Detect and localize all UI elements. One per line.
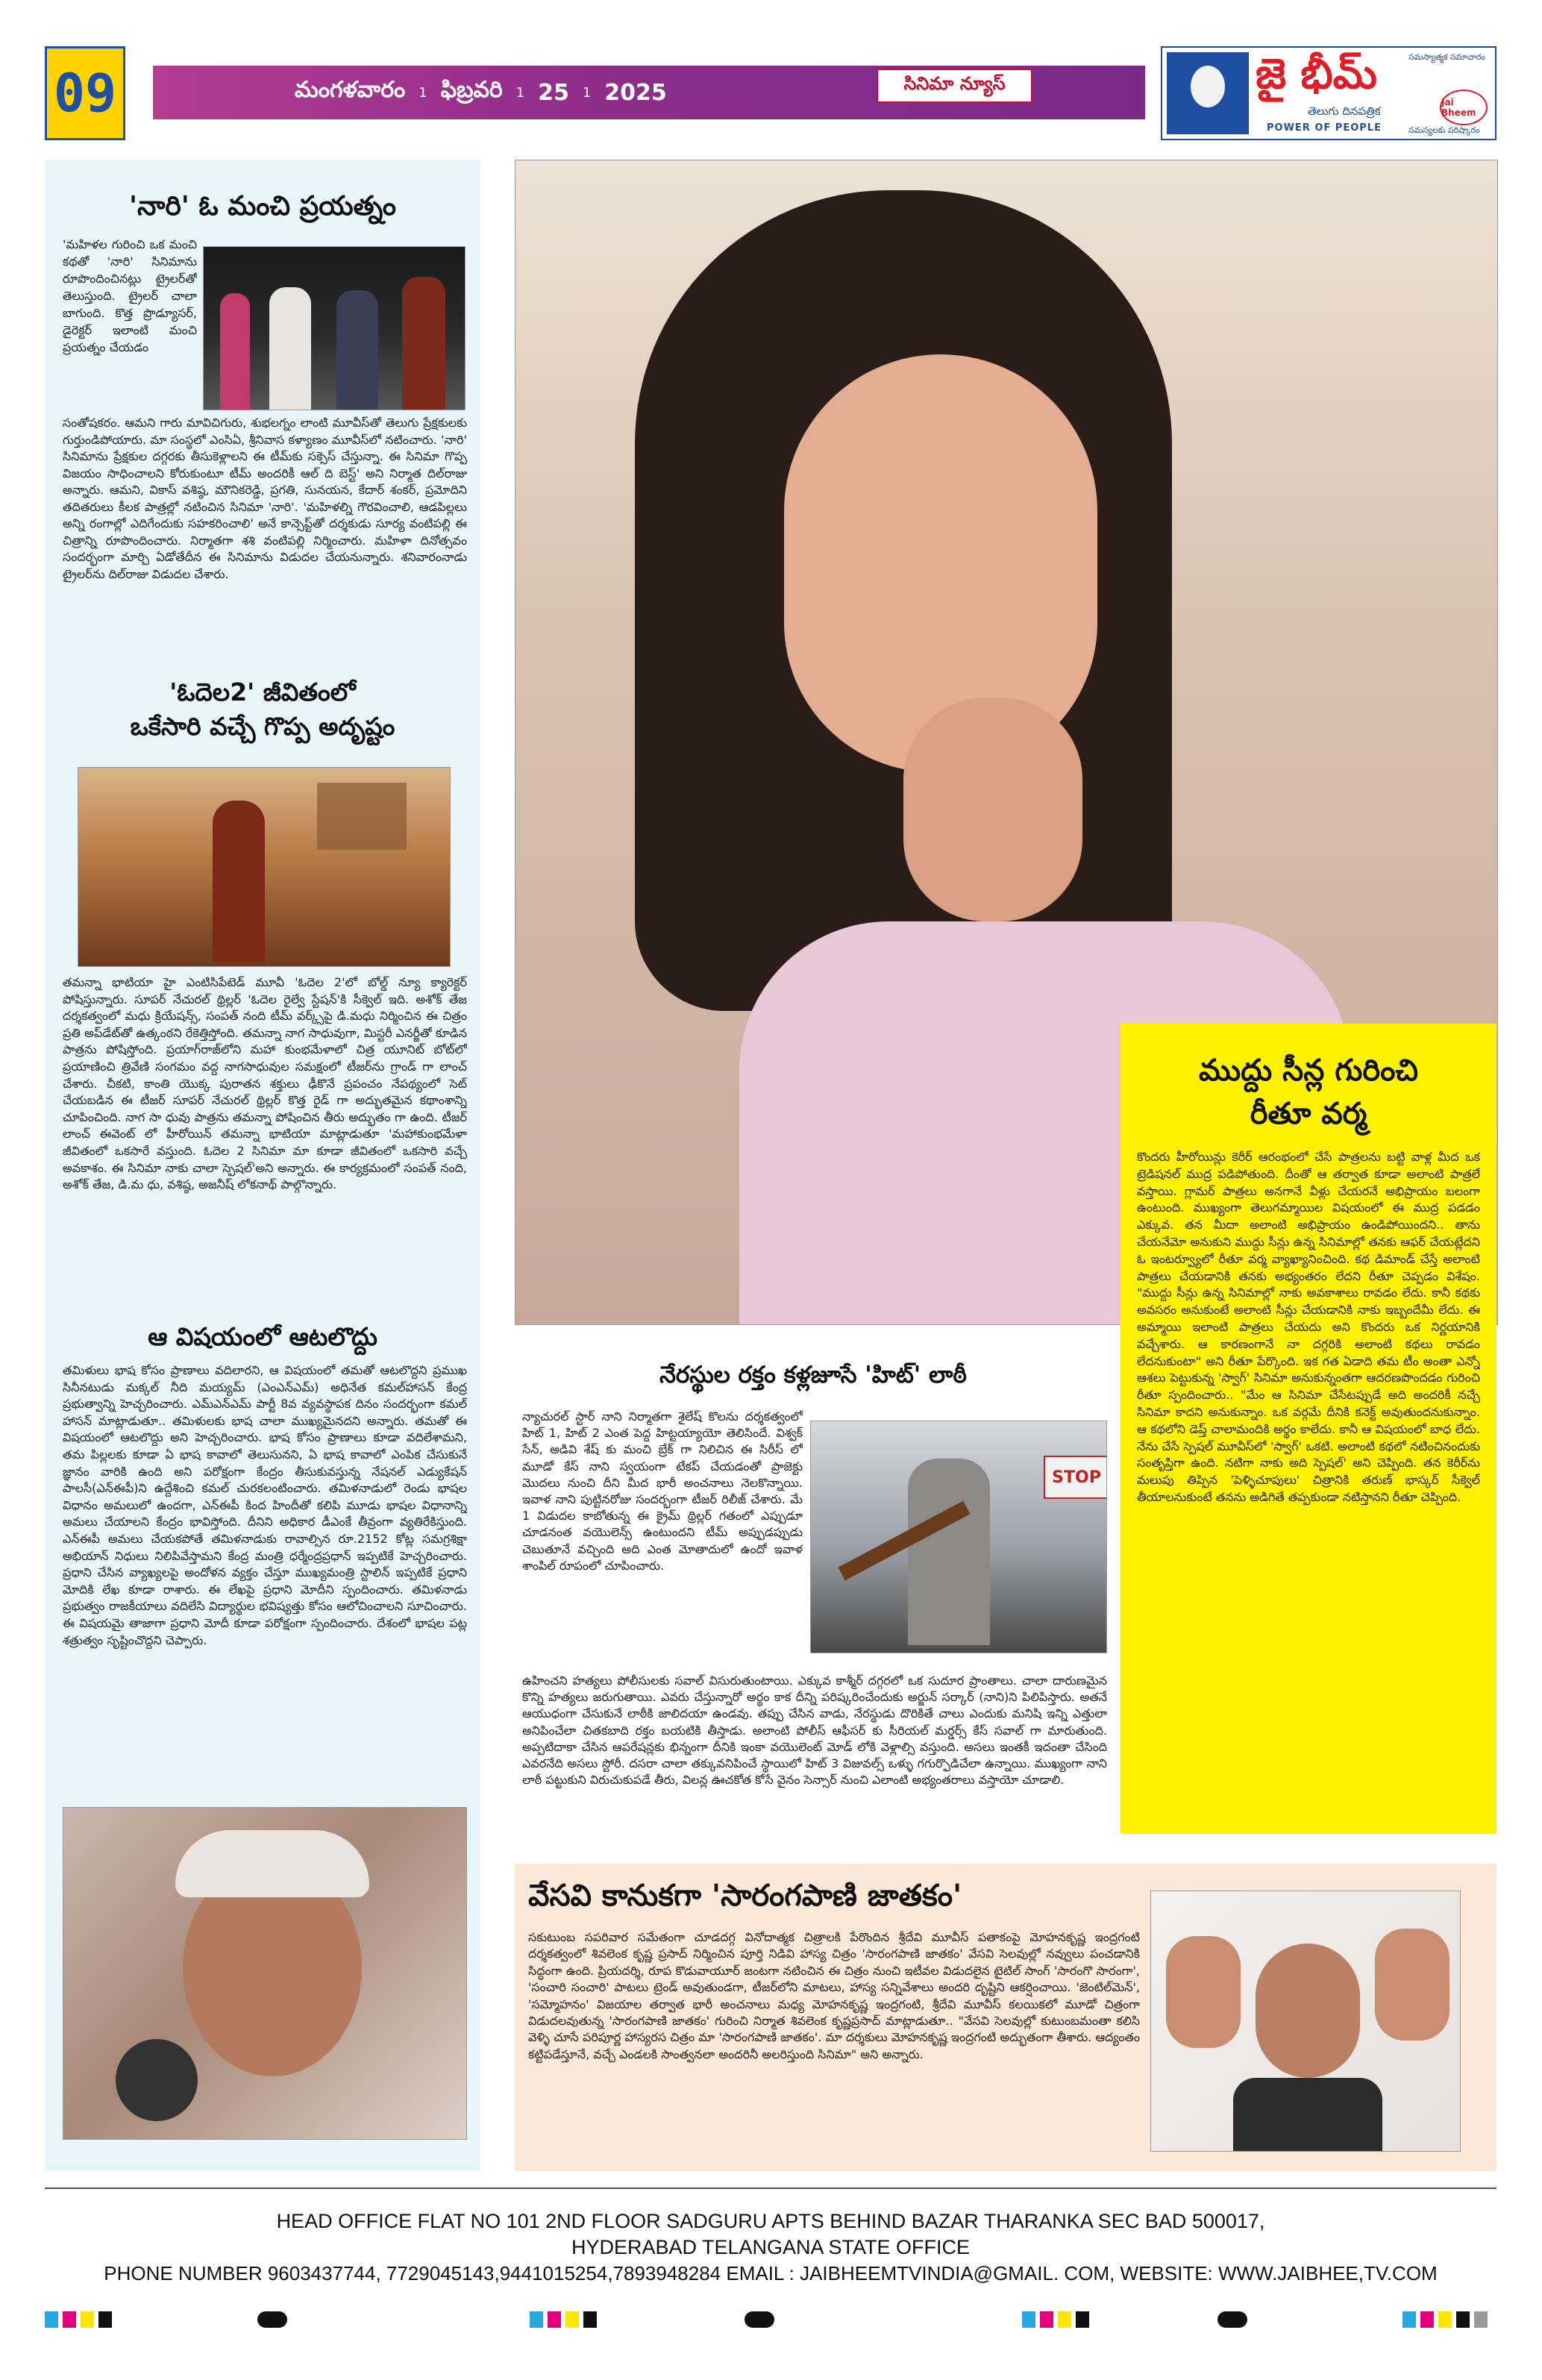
nari-intro: 'మహిళల గురించి ఒక మంచి కథతో 'నారి' సినిమాను రూపొందించినట్లు ట్రైలర్‌తో తెలుస్తుంది. ట్రైలర్ చాలా బాగుంది. కొత్త ప్రొడ్యూసర్, డైరెక్టర్ ఇలాంటి మంచి ప్రయత్నం చేయడం [63, 237, 197, 354]
registration-mark-pill [1217, 2311, 1247, 2328]
odela-title-line2: ఒకేసారి వచ్చే గొప్ప అదృష్టం [130, 712, 395, 741]
face-shape [1256, 1944, 1360, 2078]
logo-subtitle: తెలుగు దినపత్రిక [1308, 104, 1381, 118]
ritu-body: కొందరు హీరోయిన్లు కెరీర్ ఆరంభంలో చేసే పాత్రలను బట్టి వాళ్ల మీద ఒక ట్రెడిషనల్ ముద్ర పడిపోతుంది. దీంతో ఆ తర్వాత కూడా అలాంటి పాత్రలే వస్తాయి. గ్లామర్ పాత్రలు అనగానే వీళ్లు చేయరనే అభిప్రాయం బలంగా ఉంటుంది. ముఖ్యంగా తెలుగమ్మాయిల విషయంలో ఈ ముద్ర పడడం ఎక్కువ. తన మీదా అలాంటి అభిప్రాయం ఉండిపోయిందని.. తాను చేయనేమో అనుకుని ముద్దు సీన్లు ఉన్న సినిమాల్లో తనకు ఆఫర్ చేయట్లేదని ఓ ఇంటర్వ్యూలో రీతూ వర్మ వ్యాఖ్యానించింది. కథ డిమాండ్ చేస్తే అలాంటి పాత్రలు చేయడానికి తనకు అభ్యంతరం లేదని రీతూ చెప్పడం విశేషం. "ముద్దు సీన్లు ఉన్న సినిమాల్లో నాకు అవకాశాలు రావడం లేదు. కానీ కథకు అవసరం అనుకుంటే అలాంటి సీన్లు చేయడానికి నాకు ఇబ్బందేమీ లేదు. ఈ అమ్మాయి ఇలాంటి పాత్రలు చేయదు అని కొందరు ఒక నిర్ణయానికి వచ్చేశారు. ఆ కారణంగానే నా దగ్గరికి అలాంటి కథలు రావడం లేదనుకుంటా" అని రీతూ పేర్కొంది. ఇక గత ఏడాది తమ టీం అంతా ఎన్నో ఆశలు పెట్టుకున్న 'స్వాగ్' సినిమా అనుకున్నంతగా ఆదరణపొందడం గురించి రీతూ స్పందించారు.. "మేం ఆ సినిమా చేసేటప్పుడే అది అందరికీ నచ్చే సినిమా కాదని అనుకున్నాం. ఒక వర్గమే దీనికి కనెక్ట్ అవుతుందనుకున్నాం. ఆ కథలోని డెప్త్ చాలామందికి అర్థం కాలేదు. కానీ ఆ విషయంలో బాధ లేదు. నేను చేసే స్పెషల్ మూవీస్‌లో 'స్వాగ్' ఒకటి. అలాంటి కథలో నటించినందుకు సంతృప్తిగా ఉంది. నటిగా నాకు అది స్పెషల్' అని చెప్పింది. తన కెరీర్‌ను మలుపు తిప్పిన 'పెళ్ళిచూపులు' చిత్రానికి తరుణ్ భాస్కర్ సీక్వెల్ తీయాలనుకుంటే తనను అడిగితే తప్పకుండా నటిస్తానని రీతూ చెప్పింది. [1137, 1150, 1480, 1504]
hand-shape [1166, 1936, 1241, 2048]
face-shape [784, 354, 1097, 772]
person-figure [336, 290, 378, 410]
logo-tagline-bottom: సమస్యలకు పరిష్కారం [1408, 125, 1480, 135]
registration-marks [45, 2311, 164, 2328]
shirt-shape [1233, 2078, 1382, 2151]
sarangapani-body: సకుటుంబ సపరివార సమేతంగా చూడదగ్గ వినోదాత్మక చిత్రాలకి పేరొందిన శ్రీదేవి మూవీస్ పతాకంపై మోహనకృష్ణ ఇంద్రగంటి దర్శకత్వంలో శివలెంక కృష్ణ ప్రసాద్ నిర్మించిన పూర్తి నిడివి హాస్య చిత్రం 'సారంగపాణి జాతకం' వేసవి సెలవుల్లో నవ్వులు పంచడానికి సిద్ధంగా ఉంది. ప్రియదర్శి, రూప కొడువాయూర్ జంటగా నటించిన ఈ చిత్రం నుంచి ఇటీవల విడుదలైన టైటిల్ సాంగ్ 'సారంగొ సారంగా', 'సంచారి సంచారి' పాటలు ట్రెండ్ అవుతుండగా, టీజర్‌లోని మాటలు, హాస్య సన్నివేశాలు అందరి దృష్టిని ఆకర్షించాయి. 'జెంటిల్‌మెన్', 'సమ్మోహనం' విజయాల తర్వాత భారీ అంచనాలు మధ్య మోహనకృష్ణ ఇంద్రగంటి, శ్రీదేవి మూవీస్ కలయికలో మూడో చిత్రంగా విడుదలవుతున్న 'సారంగపాణి జాతకం' గురించి నిర్మాత శివలెంక కృష్ణప్రసాద్ మాట్లాడుతూ.. "వేసవి సెలవుల్లో కుటుంబమంతా కలిసి వెళ్ళి చూసే పరిపూర్ణ హాస్యరస చిత్రం మా 'సారంగపాణి జాతకం'. మా దర్శకులు మోహనకృష్ణ ఇంద్రగంటి అద్భుతంగా తీశారు. ఆద్యంతం కట్టిపడేస్తూనే, వచ్చే ఎండలకి సాంత్వనలా అందరినీ అలరిస్తుంది సినిమా" అని అన్నారు. [528, 1930, 1140, 2061]
person-figure [220, 293, 250, 410]
sarangapani-title: వేసవి కానుకగా 'సారంగపాణి జాతకం' [528, 1879, 962, 1913]
footer-address-line2: HYDERABAD TELANGANA STATE OFFICE [571, 2236, 971, 2258]
kamal-haasan-photo [63, 1807, 467, 2140]
registration-mark-pill [745, 2311, 774, 2328]
hand-shape [903, 698, 1082, 921]
header-year: 2025 [604, 79, 667, 106]
date-separator: 1 [515, 84, 525, 101]
person-figure [908, 1459, 990, 1645]
stop-sign: STOP [1044, 1456, 1107, 1499]
language-title: ఆ విషయంలో ఆటలొద్దు [148, 1322, 377, 1351]
logo-brand: జై భీమ్ [1256, 50, 1377, 98]
microphone-shape [116, 2039, 198, 2121]
portrait-logo-image [1167, 52, 1249, 134]
temple-shape [317, 783, 407, 850]
hit-intro: న్యాచురల్ స్టార్ నాని నిర్మాతగా శైలేష్ కొలను దర్శకత్వంలో హిట్ 1, హిట్ 2 ఎంత పెద్ద హిట్టయ్యాయో తెలిసిందే. విశ్వక్ సేన్, అడివి శేష్ కు మంచి బ్రేక్ గా నిలిచిన ఈ సిరీస్ లో మూడో కేస్ నాని స్వయంగా టేకప్ చేయడంతో ప్రాజెక్టు మొదలు నుంచి దీని మీద భారీ అంచనాలు నెలకొన్నాయి. ఇవాళ నాని పుట్టినరోజు సందర్భంగా టీజర్ రిలీజ్ చేశారు. మే 1 విడుదల కాబోతున్న ఈ క్రైమ్ థ్రిల్లర్ గతంలో ఎప్పుడూ చూడనంత వయొలెన్స్ ఉంటుందని టీమ్ అప్పుడప్పుడు చెబుతూనే వచ్చింది అది ఎంత మోతాదులో ఉందో ఇవాళ శాంపిల్ రూపంలో చూపించారు. [522, 1409, 803, 1573]
registration-mark-pill [257, 2311, 287, 2328]
section-tag: సినిమా న్యూస్ [877, 69, 1032, 103]
hair-shape [175, 1830, 369, 1897]
hit-body: ఉహించని హత్యలు పోలీసులకు సవాల్ విసురుతుంటాయి. ఎక్కువ కాశ్మీర్ దగ్గరలో ఒక సుదూర ప్రాంతాలు. చాలా దారుణమైన కొన్ని హత్యలు జరుగుతాయి. ఎవరు చేస్తున్నారో అర్థం కాక దీన్ని పరిష్కరించేందుకు అర్జున్ సర్కార్ (నాని)ని పిలిపిస్తారు. అతనే ఆయుధంగా చేసుకునే లాఠీకి జాలిదయా ఉండవు. తప్పు చేసిన వాడు, నేరస్థుడు దొరికితే చాలు ఎందుకు మనిషి ఇన్ని ఎత్తులా అనిపించేలా చితకబాది రక్తం బయటికి తీస్తాడు. అలాంటి పోలీస్ ఆఫీసర్ కు సీరియల్ మర్డర్స్ కేస్ సవాల్ గా మారుతుంది. అప్పటిదాకా చేసిన ఆపరేషన్లకు భిన్నంగా దీనికి ఇంకా వయొలెంట్ మోడ్ లోకి వెళ్లాల్సి వస్తుంది. అసలు ఇంతకీ ఇదంతా చేసింది ఎవరనేది అసలు స్టోరీ. దసరా చాలా తక్కువనిపించే స్థాయిలో హిట్ 3 విజువల్స్ ఒళ్ళు గగుర్పొడిచేలా ఉన్నాయి. ముఖ్యంగా నాని లాఠీ పట్టుకుని విరుచుకుపడే తీరు, విలన్ల ఊచకోత కోసే వైనం సెన్సార్ నుంచి ఎలాంటి అభ్యంతరాలు వస్తాయో చూడాలి. [522, 1673, 1107, 1788]
odela-poster-photo [78, 767, 451, 967]
ritu-title-line1: ముద్దు సీన్ల గురించి [1198, 1053, 1419, 1088]
header-month: ఫిబ్రవరి [440, 77, 503, 103]
person-figure [213, 801, 265, 962]
header-day: మంగళవారం [295, 77, 406, 103]
nari-team-photo [203, 246, 466, 410]
header-date [295, 72, 667, 113]
logo-power-text: POWER OF PEOPLE [1267, 122, 1382, 134]
masthead-logo [1161, 46, 1496, 140]
registration-marks [1402, 2311, 1496, 2328]
logo-mark: Jai Bheem [1440, 90, 1488, 125]
footer-divider [45, 2188, 1496, 2189]
header-date-number: 25 [538, 79, 569, 106]
language-body: తమిళులు భాష కోసం ప్రాణాలు వదిలారని, ఆ విషయంలో తమతో ఆటలొద్దని ప్రముఖ సినీనటుడు మక్కల్ నీది మయ్యమ్ (ఎంఎన్‌ఎమ్) అధినేత కమల్‌హాసన్ కేంద్ర ప్రభుత్వాన్ని హెచ్చరించారు. ఎమ్ఎన్ఎమ్ పార్టీ 8వ వ్యవస్థాపక దినం సందర్భంగా కమల్ హాసన్ మాట్లాడుతూ.. తమిళులకు భాష చాలా ముఖ్యమైనదని అన్నారు. తమతో ఈ విషయంలో ఆటలొద్దు అని హెచ్చరించారు. భాష కోసం ప్రాణాలు కూడా వదిలేశామని, తమ పిల్లలకు కూడా ఏ భాష కావాలో తెలుసునని, ఏ భాష కావాలో ఎంపిక చేసుకునే జ్ఞానం వారికి ఉంది అని పరోక్షంగా కేంద్రం తీసుకువస్తున్న నేషనల్ ఎడ్యుకేషన్ పాలసీ(ఎన్ఈపీ)ని ఉద్దేశించి కమల్ చురకలంటించారు. తమిళనాడులో రెండు భాషల విధానం అమలులో ఉందగా, ఎన్ఈపీ కింద హిందీతో కలిపి మూడు భాషల విధానాన్ని అమలు చేయాలని కేంద్రం భావిస్తోంది. దీనిని అధికార డీఎంకే తీవ్రంగా వ్యతిరేకిస్తుంది. ఎన్ఈపీ అమలు చేయకపోతే తమిళనాడుకు రావాల్సిన రూ.2152 కోట్ల సమగ్రశిక్షా అభియాన్ నిధులు నిలిపివేస్తామని కేంద్ర మంత్రి ధర్మేంద్రప్రధాన్ ఇప్పటికే హెచ్చరించారు. ప్రధాని చేసిన వ్యాఖ్యలపై అందోళన వ్యక్తం చేస్తూ ముఖ్యమంత్రి స్టాలిన్ ఇప్పటికే ప్రధాని మోదికి లేఖ కూడా రాశారు. ఈ లేఖపై ప్రధాని మోదీని స్పందించారు. తమిళనాడు ప్రభుత్వం రాజకీయాలు వదిలేసి విద్యార్థుల భవిష్యత్తు కోసం ఆలోచించాలని సూచించారు. ఈ విషయమై తాజాగా ప్రధాని మోదీ కూడా పరోక్షంగా స్పందించారు. దేశంలో భాషల పట్ల శత్రుత్వం సృష్టించొద్దని చెప్పారు. [63, 1363, 467, 1647]
hit-movie-still [810, 1421, 1107, 1653]
person-figure [402, 277, 445, 410]
odela-title-line1: 'ఓదెల2' జీవితంలో [169, 677, 356, 707]
hand-shape [1375, 1929, 1449, 2041]
odela-body: తమన్నా భాటియా హై ఎంటిసిపేటెడ్ మూవీ 'ఓదెల 2'లో బోల్డ్ న్యూ క్యారెక్టర్ పోషిస్తున్నారు. సూపర్ నేచురల్ థ్రిల్లర్ 'ఓదెల రైల్వే స్టేషన్'కి సీక్వెల్ ఇది. అశోక్ తేజ దర్శకత్వంలో మధు క్రియేషన్స్, సంపత్ నంది టీమ్ వర్క్స్‌పై డి.మధు నిర్మించిన ఈ చిత్రం ప్రతి అప్‌డేట్‌తో ఉత్కంఠని రేకెత్తిస్తోంది. తమన్నా నాగ సాధువుగా, మిస్టరీ ఎనర్జీతో కూడిన పాత్రను పోషిస్తోంది. ప్రయాగ్‌రాజ్‌లోని మహా కుంభమేళాలో చిత్ర యూనిట్ బోట్‌లో ప్రయాణించి త్రివేణి సంగమం వద్ద నాగసాధువుల సమక్షంలో టీజర్‌ను గ్రాండ్ గా లాంచ్ చేశారు. చీకటి, కాంతి యొక్క పురాతన శక్తులు ఢీకొనే ప్రపంచం నేపథ్యంలో సెట్ చేయబడిన ఈ టీజర్ సూపర్ నేచురల్ థ్రిల్లర్ కొత్త రైడ్ గా అద్భుతమైన కథాంశాన్ని చూపించింది. నాగ సా ధువు పాత్రను తమన్నా పోషించిన తీరు అద్భుతం గా ఉంది. టీజర్ లాంచ్ ఈవెంట్ లో హీరోయిన్ తమన్నా భాటియా మాట్లాడుతూ 'మహాకుంభమేళా జీవితంలో ఒకసారే వస్తుంది. ఓదెల 2 సినిమా మా కూడా జీవితంలో ఒకసారి వచ్చే అవకాశం. ఈ సినిమా నాకు చాలా స్పెషల్'అని అన్నారు. ఈ కార్యక్రమంలో సంపత్ నంది, అశోక్ తేజ, డి.మ ధు, వశిష్ఠ, అజనీష్ లోకనాథ్ పాల్గొన్నారు. [63, 975, 467, 1192]
priyadarshi-photo [1150, 1891, 1461, 2152]
footer-contact: PHONE NUMBER 9603437744, 7729045143,9441015254,7893948284 EMAIL : JAIBHEEMTVINDIA@GMAIL. COM, WEBSITE: WWW.JAIBHEE,TV.COM [104, 2262, 1438, 2285]
date-separator: 1 [419, 84, 427, 101]
registration-marks [1022, 2311, 1104, 2328]
registration-marks [530, 2311, 612, 2328]
hit-title: నేరస్థుల రక్తం కళ్లజూసే 'హిట్' లాఠీ [659, 1362, 967, 1388]
ritu-title-line2: రీతూ వర్మ [1250, 1097, 1367, 1131]
footer-address-line1: HEAD OFFICE FLAT NO 101 2ND FLOOR SADGURU APTS BEHIND BAZAR THARANKA SEC BAD 500017, [276, 2210, 1265, 2232]
page-number: 09 [45, 46, 125, 140]
nari-body: సంతోషకరం. ఆమని గారు మావిచిగురు, శుభలగ్నం లాంటి మూవీస్‌తో తెలుగు ప్రేక్షకులకు గుర్తుండిపోయారు. మా సంస్థలో ఎంసిఏ, శ్రీనివాస కళ్యాణం మూవీస్‌లో నటించారు. 'నారి' సినిమాను ప్రేక్షకుల దగ్గరకు తీసుకెళ్లాలని ఈ టీమ్‌కు సక్సెస్ చేస్తున్నా. ఈ సినిమా గొప్ప విజయం సాధించాలని కోరుకుంటూ టీమ్ అందరికీ ఆల్ ది బెస్ట్' అని నిర్మాత దిల్‌రాజు అన్నారు. ఆమని, వికాస్ వశిష్ఠ, మౌనికరెడ్డి, ప్రగతి, సునయన, కేదార్ శంకర్, ప్రమోదిని తదితరులు కీలక పాత్రల్లో నటించిన సినిమా 'నారి'. 'మహిళల్ని గౌరవించాలి, ఆడపిల్లలు అన్ని రంగాల్లో ఎదిగేందుకు సహకరించాలి' అనే కాన్సెప్ట్‌తో దర్శకుడు సూర్య వంటిపల్లి ఈ చిత్రాన్ని రూపొందించారు. నిర్మాతగా శశి వంటిపల్లి నిర్మించారు. మహిళా దినోత్సవం సందర్భంగా మార్చి ఏడోతేదీన ఈ సినిమాను విడుదల చేయనున్నారు. శనివారంనాడు ట్రైలర్‌ను దిల్‌రాజు విడుదల చేశారు. [63, 416, 467, 581]
nari-title: 'నారి' ఓ మంచి ప్రయత్నం [129, 191, 396, 222]
date-separator: 1 [582, 84, 592, 101]
logo-tagline-top: సమస్యాత్మక సమాచారం [1408, 52, 1485, 62]
person-figure [269, 287, 311, 410]
